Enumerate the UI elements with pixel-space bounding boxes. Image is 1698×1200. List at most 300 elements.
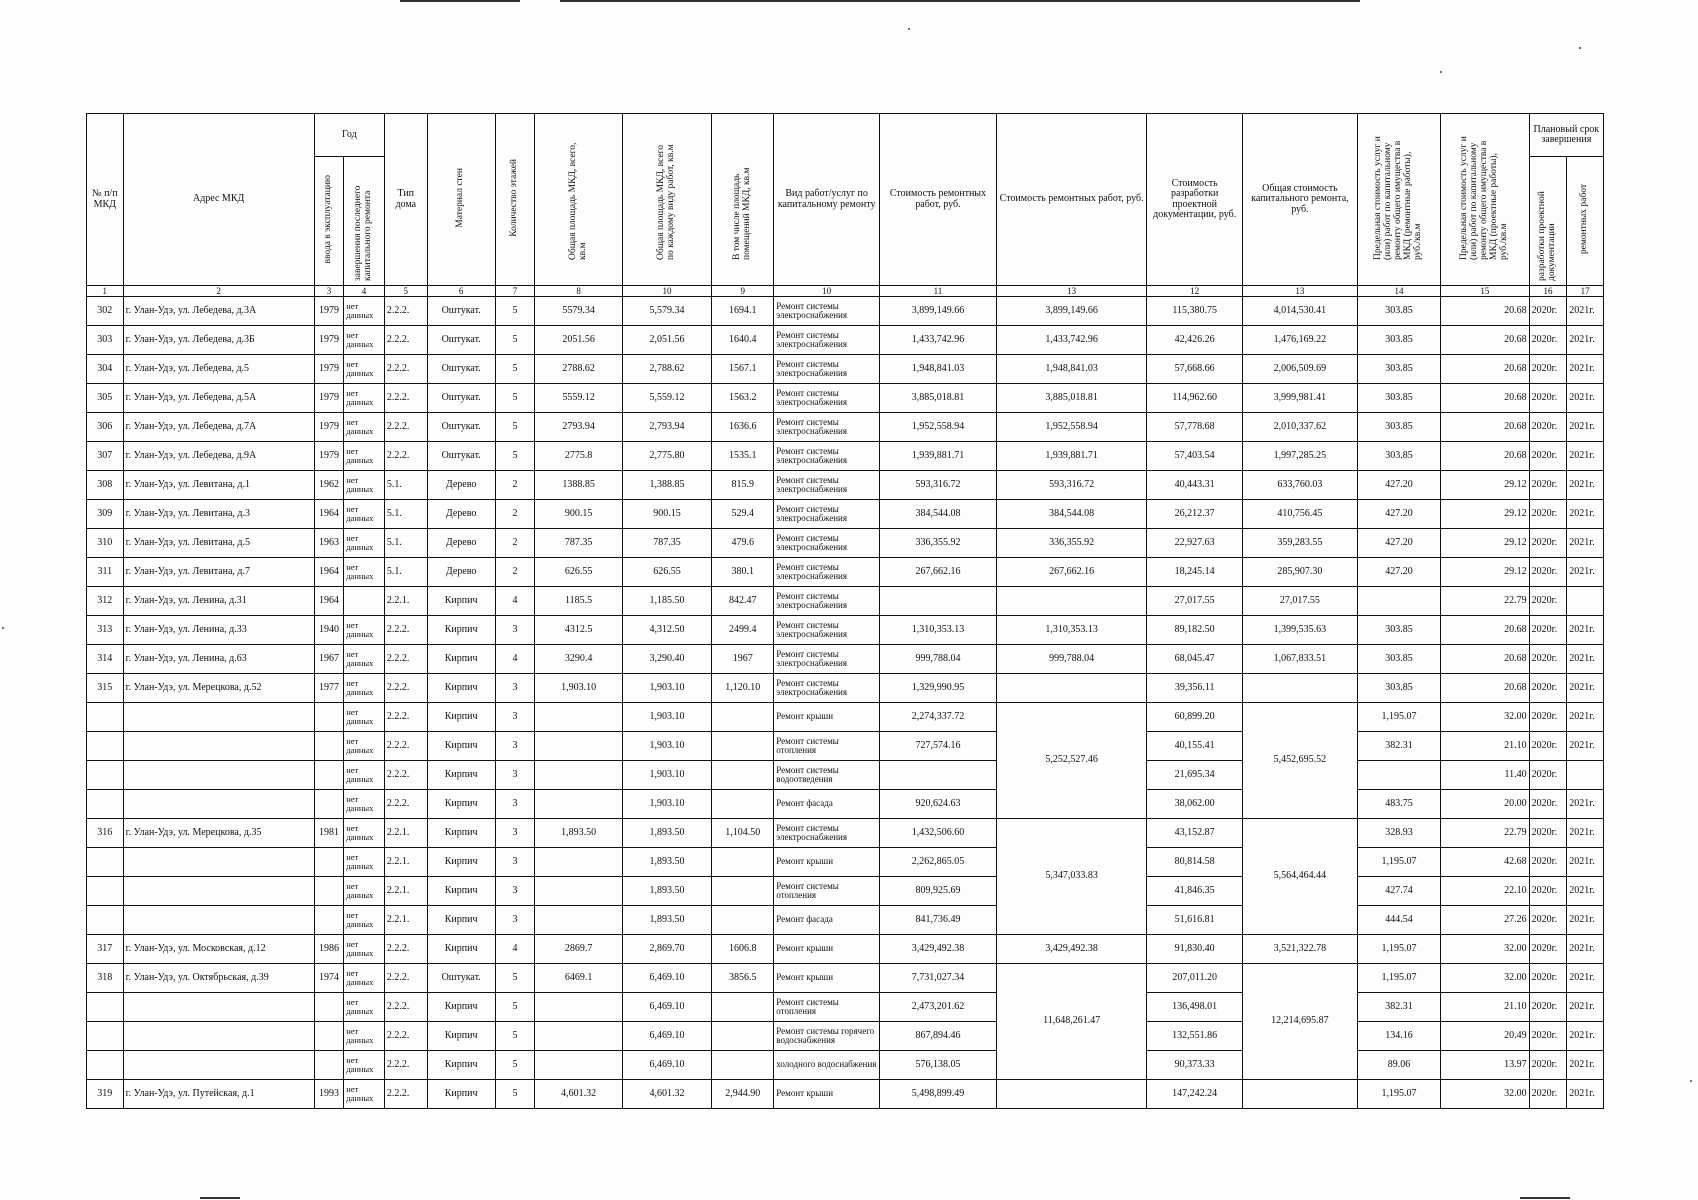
row-limit-repair: 382.31 <box>1357 732 1440 761</box>
row-limit-design: 13.97 <box>1441 1051 1529 1080</box>
row-total-area: 5579.34 <box>535 297 622 326</box>
capital-repair-register-table <box>86 113 1604 1109</box>
row-limit-design: 22.79 <box>1441 587 1529 616</box>
row-last-repair: нет данных <box>344 529 385 558</box>
row-total-area: 1,903.10 <box>535 674 622 703</box>
row-design-cost: 22,927.63 <box>1147 529 1243 558</box>
row-commission-year <box>314 877 343 906</box>
row-total-area <box>535 1051 622 1080</box>
table-row <box>87 819 1604 848</box>
row-limit-design: 32.00 <box>1441 935 1529 964</box>
column-number: 15 <box>1441 286 1529 297</box>
row-last-repair: нет данных <box>344 703 385 732</box>
row-work-type: Ремонт системы отопления <box>774 877 880 906</box>
row-address: г. Улан-Удэ, ул. Левитана, д.1 <box>123 471 314 500</box>
row-repair-cost: 2,473,201.62 <box>880 993 997 1022</box>
row-total-area: 2775.8 <box>535 442 622 471</box>
row-last-repair: нет данных <box>344 471 385 500</box>
row-commission-year: 1979 <box>314 355 343 384</box>
table-row <box>87 529 1604 558</box>
row-number: 313 <box>87 616 124 645</box>
row-house-type: 2.2.2. <box>384 384 427 413</box>
row-work-type: Ремонт системы электроснабжения <box>774 500 880 529</box>
row-plan-design: 2020г. <box>1529 877 1567 906</box>
row-repair-cost-total: 3,899,149.66 <box>996 297 1146 326</box>
row-commission-year <box>314 790 343 819</box>
row-address: г. Улан-Удэ, ул. Мерецкова, д.52 <box>123 674 314 703</box>
row-plan-repair: 2021г. <box>1567 529 1604 558</box>
table-row <box>87 790 1604 819</box>
row-commission-year: 1979 <box>314 326 343 355</box>
row-repair-cost: 576,138.05 <box>880 1051 997 1080</box>
row-total-area: 1185.5 <box>535 587 622 616</box>
row-total-area <box>535 877 622 906</box>
row-address <box>123 761 314 790</box>
row-design-cost: 207,011.20 <box>1147 964 1243 993</box>
row-last-repair: нет данных <box>344 384 385 413</box>
row-address <box>123 732 314 761</box>
header-wall-material: Материал стен <box>427 114 495 286</box>
row-premises-area: 1567.1 <box>712 355 774 384</box>
row-premises-area: 1694.1 <box>712 297 774 326</box>
row-repair-cost: 841,736.49 <box>880 906 997 935</box>
row-limit-design: 42.68 <box>1441 848 1529 877</box>
row-plan-design: 2020г. <box>1529 558 1567 587</box>
header-last-repair-year: завершения последнего капитального ремонта <box>344 157 385 286</box>
row-limit-repair: 303.85 <box>1357 442 1440 471</box>
row-area-per-work: 1,903.10 <box>622 703 711 732</box>
row-total-cost: 1,476,169.22 <box>1242 326 1357 355</box>
row-floors: 3 <box>495 732 535 761</box>
row-number <box>87 848 124 877</box>
row-address <box>123 1022 314 1051</box>
row-repair-cost: 1,939,881.71 <box>880 442 997 471</box>
row-plan-design: 2020г. <box>1529 355 1567 384</box>
row-number: 306 <box>87 413 124 442</box>
column-number: 1 <box>87 286 124 297</box>
row-area-per-work: 1,185.50 <box>622 587 711 616</box>
row-work-type: Ремонт системы электроснабжения <box>774 645 880 674</box>
row-limit-repair: 303.85 <box>1357 297 1440 326</box>
row-limit-repair: 483.75 <box>1357 790 1440 819</box>
row-premises-area: 1535.1 <box>712 442 774 471</box>
row-wall-material: Кирпич <box>427 848 495 877</box>
row-plan-repair: 2021г. <box>1567 790 1604 819</box>
row-last-repair: нет данных <box>344 790 385 819</box>
row-house-type: 2.2.2. <box>384 645 427 674</box>
header-limit-design: Предельная стоимость услуг и (или) работ по капитальному ремонту общего имущества в МКД (проектные работы), руб./кв.м <box>1441 114 1529 286</box>
row-floors: 3 <box>495 877 535 906</box>
row-wall-material: Кирпич <box>427 1051 495 1080</box>
row-number <box>87 906 124 935</box>
row-repair-cost-total <box>996 587 1146 616</box>
row-plan-design: 2020г. <box>1529 993 1567 1022</box>
row-wall-material: Кирпич <box>427 993 495 1022</box>
row-total-cost: 12,214,695.87 <box>1242 964 1357 1080</box>
header-total-area: Общая площадь МКД, всего, кв.м <box>535 114 622 286</box>
row-number: 315 <box>87 674 124 703</box>
row-limit-design: 32.00 <box>1441 964 1529 993</box>
row-house-type: 2.2.2. <box>384 790 427 819</box>
row-repair-cost: 1,948,841.03 <box>880 355 997 384</box>
row-number: 309 <box>87 500 124 529</box>
row-wall-material: Кирпич <box>427 877 495 906</box>
header-plan-design: разработки проектной документации <box>1529 157 1567 286</box>
row-design-cost: 89,182.50 <box>1147 616 1243 645</box>
row-plan-design: 2020г. <box>1529 906 1567 935</box>
row-limit-design: 29.12 <box>1441 529 1529 558</box>
table-row <box>87 413 1604 442</box>
row-wall-material: Кирпич <box>427 1080 495 1109</box>
row-design-cost: 39,356.11 <box>1147 674 1243 703</box>
row-design-cost: 40,443.31 <box>1147 471 1243 500</box>
row-limit-design: 20.68 <box>1441 297 1529 326</box>
row-design-cost: 42,426.26 <box>1147 326 1243 355</box>
row-floors: 2 <box>495 529 535 558</box>
row-work-type: Ремонт системы электроснабжения <box>774 326 880 355</box>
row-repair-cost: 3,429,492.38 <box>880 935 997 964</box>
row-total-area: 1388.85 <box>535 471 622 500</box>
row-premises-area: 1,104.50 <box>712 819 774 848</box>
row-last-repair: нет данных <box>344 964 385 993</box>
row-premises-area: 479.6 <box>712 529 774 558</box>
row-house-type: 5.1. <box>384 500 427 529</box>
row-number: 308 <box>87 471 124 500</box>
row-wall-material: Кирпич <box>427 935 495 964</box>
row-commission-year: 1940 <box>314 616 343 645</box>
row-last-repair: нет данных <box>344 355 385 384</box>
row-wall-material: Оштукат. <box>427 384 495 413</box>
row-last-repair: нет данных <box>344 558 385 587</box>
row-plan-repair: 2021г. <box>1567 471 1604 500</box>
table-row <box>87 906 1604 935</box>
row-address: г. Улан-Удэ, ул. Ленина, д.63 <box>123 645 314 674</box>
row-design-cost: 115,380.75 <box>1147 297 1243 326</box>
row-repair-cost-total: 384,544.08 <box>996 500 1146 529</box>
row-area-per-work: 1,903.10 <box>622 674 711 703</box>
scan-edge-bottom-right <box>1520 1197 1570 1199</box>
row-address: г. Улан-Удэ, ул. Мерецкова, д.35 <box>123 819 314 848</box>
row-total-area: 2793.94 <box>535 413 622 442</box>
row-plan-design: 2020г. <box>1529 674 1567 703</box>
row-area-per-work: 1,893.50 <box>622 877 711 906</box>
row-limit-repair: 134.16 <box>1357 1022 1440 1051</box>
row-repair-cost: 2,262,865.05 <box>880 848 997 877</box>
row-work-type: Ремонт системы электроснабжения <box>774 413 880 442</box>
row-limit-repair: 303.85 <box>1357 616 1440 645</box>
row-area-per-work: 1,893.50 <box>622 819 711 848</box>
row-area-per-work: 2,869.70 <box>622 935 711 964</box>
row-house-type: 2.2.1. <box>384 848 427 877</box>
row-last-repair: нет данных <box>344 326 385 355</box>
row-repair-cost-total: 5,252,527.46 <box>996 703 1146 819</box>
row-plan-repair <box>1567 761 1604 790</box>
row-repair-cost: 1,310,353.13 <box>880 616 997 645</box>
table-row <box>87 558 1604 587</box>
row-commission-year <box>314 906 343 935</box>
row-design-cost: 26,212.37 <box>1147 500 1243 529</box>
row-commission-year <box>314 1051 343 1080</box>
row-work-type: Ремонт системы электроснабжения <box>774 819 880 848</box>
row-wall-material: Кирпич <box>427 1022 495 1051</box>
row-repair-cost-total: 593,316.72 <box>996 471 1146 500</box>
row-total-cost: 5,452,695.52 <box>1242 703 1357 819</box>
row-premises-area <box>712 790 774 819</box>
row-house-type: 2.2.2. <box>384 413 427 442</box>
row-floors: 5 <box>495 384 535 413</box>
row-plan-design: 2020г. <box>1529 848 1567 877</box>
row-last-repair: нет данных <box>344 848 385 877</box>
row-limit-design: 20.68 <box>1441 616 1529 645</box>
row-limit-design: 20.68 <box>1441 674 1529 703</box>
row-premises-area: 1967 <box>712 645 774 674</box>
row-plan-repair: 2021г. <box>1567 993 1604 1022</box>
row-repair-cost: 727,574.16 <box>880 732 997 761</box>
row-address: г. Улан-Удэ, ул. Лебедева, д.3А <box>123 297 314 326</box>
header-plan-group: Плановый срок завершения <box>1529 114 1603 157</box>
row-work-type: Ремонт системы электроснабжения <box>774 587 880 616</box>
row-work-type: Ремонт фасада <box>774 906 880 935</box>
row-limit-design: 20.00 <box>1441 790 1529 819</box>
row-repair-cost-total: 3,885,018.81 <box>996 384 1146 413</box>
row-repair-cost-total: 11,648,261.47 <box>996 964 1146 1080</box>
row-commission-year <box>314 761 343 790</box>
row-floors: 5 <box>495 413 535 442</box>
row-premises-area <box>712 1022 774 1051</box>
table-row <box>87 355 1604 384</box>
row-design-cost: 57,668.66 <box>1147 355 1243 384</box>
row-last-repair: нет данных <box>344 906 385 935</box>
column-number: 11 <box>880 286 997 297</box>
row-limit-design: 20.68 <box>1441 326 1529 355</box>
column-number: 17 <box>1567 286 1604 297</box>
row-plan-repair: 2021г. <box>1567 877 1604 906</box>
row-address: г. Улан-Удэ, ул. Лебедева, д.3Б <box>123 326 314 355</box>
row-limit-design: 11.40 <box>1441 761 1529 790</box>
row-number <box>87 790 124 819</box>
row-wall-material: Дерево <box>427 558 495 587</box>
row-floors: 3 <box>495 616 535 645</box>
row-number: 314 <box>87 645 124 674</box>
row-address: г. Улан-Удэ, ул. Путейская, д.1 <box>123 1080 314 1109</box>
table-row <box>87 616 1604 645</box>
row-plan-repair: 2021г. <box>1567 500 1604 529</box>
row-floors: 3 <box>495 674 535 703</box>
table-row <box>87 297 1604 326</box>
row-design-cost: 43,152.87 <box>1147 819 1243 848</box>
row-plan-design: 2020г. <box>1529 703 1567 732</box>
row-floors: 5 <box>495 1080 535 1109</box>
header-limit-repair: Предельная стоимость услуг и (или) работ по капитальному ремонту общего имущества в МКД (ремонтные работы), руб./кв.м <box>1357 114 1440 286</box>
row-plan-repair: 2021г. <box>1567 297 1604 326</box>
table-row <box>87 500 1604 529</box>
row-limit-design: 21.10 <box>1441 993 1529 1022</box>
row-repair-cost: 593,316.72 <box>880 471 997 500</box>
row-wall-material: Кирпич <box>427 703 495 732</box>
row-premises-area: 380.1 <box>712 558 774 587</box>
row-area-per-work: 2,775.80 <box>622 442 711 471</box>
row-area-per-work: 5,579.34 <box>622 297 711 326</box>
row-commission-year: 1974 <box>314 964 343 993</box>
row-plan-repair: 2021г. <box>1567 1051 1604 1080</box>
row-commission-year: 1964 <box>314 500 343 529</box>
row-address: г. Улан-Удэ, ул. Левитана, д.7 <box>123 558 314 587</box>
row-work-type: Ремонт крыши <box>774 964 880 993</box>
row-commission-year: 1979 <box>314 297 343 326</box>
row-floors: 5 <box>495 442 535 471</box>
row-design-cost: 41,846.35 <box>1147 877 1243 906</box>
row-repair-cost-total <box>996 1080 1146 1109</box>
row-area-per-work: 900.15 <box>622 500 711 529</box>
column-number: 2 <box>123 286 314 297</box>
row-total-area: 6469.1 <box>535 964 622 993</box>
row-limit-design: 22.10 <box>1441 877 1529 906</box>
row-number <box>87 732 124 761</box>
row-limit-design: 20.68 <box>1441 355 1529 384</box>
row-limit-repair: 89.06 <box>1357 1051 1440 1080</box>
row-repair-cost: 1,433,742.96 <box>880 326 997 355</box>
row-design-cost: 114,962.60 <box>1147 384 1243 413</box>
row-limit-repair: 444.54 <box>1357 906 1440 935</box>
row-limit-design: 22.79 <box>1441 819 1529 848</box>
row-design-cost: 136,498.01 <box>1147 993 1243 1022</box>
row-work-type: Ремонт крыши <box>774 703 880 732</box>
row-floors: 3 <box>495 790 535 819</box>
row-address: г. Улан-Удэ, ул. Ленина, д.33 <box>123 616 314 645</box>
row-area-per-work: 626.55 <box>622 558 711 587</box>
row-number: 312 <box>87 587 124 616</box>
row-total-area: 2051.56 <box>535 326 622 355</box>
row-commission-year: 1979 <box>314 384 343 413</box>
row-total-cost: 1,399,535.63 <box>1242 616 1357 645</box>
row-plan-repair: 2021г. <box>1567 848 1604 877</box>
row-work-type: Ремонт системы электроснабжения <box>774 674 880 703</box>
table-row <box>87 384 1604 413</box>
row-house-type: 2.2.2. <box>384 732 427 761</box>
row-plan-repair: 2021г. <box>1567 732 1604 761</box>
row-design-cost: 27,017.55 <box>1147 587 1243 616</box>
row-total-cost: 3,521,322.78 <box>1242 935 1357 964</box>
row-total-area <box>535 906 622 935</box>
row-area-per-work: 787.35 <box>622 529 711 558</box>
row-repair-cost-total: 999,788.04 <box>996 645 1146 674</box>
row-commission-year: 1962 <box>314 471 343 500</box>
table-row <box>87 761 1604 790</box>
header-design-cost: Стоимость разработки проектной документации, руб. <box>1147 114 1243 286</box>
table-row <box>87 993 1604 1022</box>
row-premises-area <box>712 906 774 935</box>
row-work-type: Ремонт системы отопления <box>774 993 880 1022</box>
row-house-type: 2.2.2. <box>384 297 427 326</box>
row-commission-year <box>314 1022 343 1051</box>
row-floors: 5 <box>495 297 535 326</box>
row-design-cost: 60,899.20 <box>1147 703 1243 732</box>
row-design-cost: 80,814.58 <box>1147 848 1243 877</box>
row-wall-material: Дерево <box>427 500 495 529</box>
row-area-per-work: 2,788.62 <box>622 355 711 384</box>
row-plan-design: 2020г. <box>1529 297 1567 326</box>
row-work-type: Ремонт крыши <box>774 935 880 964</box>
row-limit-repair: 1,195.07 <box>1357 935 1440 964</box>
row-plan-repair: 2021г. <box>1567 819 1604 848</box>
row-floors: 2 <box>495 500 535 529</box>
scan-edge-top-left <box>400 0 520 2</box>
row-number <box>87 703 124 732</box>
row-wall-material: Оштукат. <box>427 964 495 993</box>
row-number: 310 <box>87 529 124 558</box>
row-last-repair: нет данных <box>344 935 385 964</box>
row-address: г. Улан-Удэ, ул. Ленина, д.31 <box>123 587 314 616</box>
row-house-type: 2.2.2. <box>384 935 427 964</box>
row-design-cost: 68,045.47 <box>1147 645 1243 674</box>
row-plan-repair: 2021г. <box>1567 964 1604 993</box>
row-total-area: 2788.62 <box>535 355 622 384</box>
row-premises-area: 1,120.10 <box>712 674 774 703</box>
row-area-per-work: 1,903.10 <box>622 790 711 819</box>
row-limit-repair: 427.20 <box>1357 471 1440 500</box>
row-house-type: 5.1. <box>384 558 427 587</box>
row-wall-material: Кирпич <box>427 761 495 790</box>
row-total-cost: 2,006,509.69 <box>1242 355 1357 384</box>
row-premises-area: 815.9 <box>712 471 774 500</box>
row-wall-material: Оштукат. <box>427 413 495 442</box>
table-row <box>87 645 1604 674</box>
row-floors: 5 <box>495 1051 535 1080</box>
row-plan-repair: 2021г. <box>1567 355 1604 384</box>
row-total-cost: 5,564,464.44 <box>1242 819 1357 935</box>
row-repair-cost: 920,624.63 <box>880 790 997 819</box>
row-work-type: Ремонт системы электроснабжения <box>774 297 880 326</box>
row-address: г. Улан-Удэ, ул. Лебедева, д.9А <box>123 442 314 471</box>
header-repair-cost: Стоимость ремонтных работ, руб. <box>880 114 997 286</box>
header-total-cost: Общая стоимость капитального ремонта, руб. <box>1242 114 1357 286</box>
row-design-cost: 21,695.34 <box>1147 761 1243 790</box>
row-plan-repair: 2021г. <box>1567 906 1604 935</box>
row-last-repair: нет данных <box>344 674 385 703</box>
row-repair-cost: 384,544.08 <box>880 500 997 529</box>
column-number: 12 <box>1147 286 1243 297</box>
scan-speck <box>908 28 910 30</box>
header-commission-year: ввода в эксплуатацию <box>314 157 343 286</box>
column-number: 4 <box>344 286 385 297</box>
row-design-cost: 38,062.00 <box>1147 790 1243 819</box>
row-number: 305 <box>87 384 124 413</box>
row-limit-design: 21.10 <box>1441 732 1529 761</box>
row-limit-design: 29.12 <box>1441 500 1529 529</box>
row-total-area <box>535 761 622 790</box>
row-address <box>123 1051 314 1080</box>
row-design-cost: 90,373.33 <box>1147 1051 1243 1080</box>
row-limit-repair: 303.85 <box>1357 413 1440 442</box>
row-wall-material: Кирпич <box>427 906 495 935</box>
row-floors: 4 <box>495 645 535 674</box>
row-area-per-work: 6,469.10 <box>622 1022 711 1051</box>
column-number: 8 <box>535 286 622 297</box>
row-total-area: 4,601.32 <box>535 1080 622 1109</box>
row-repair-cost: 5,498,899.49 <box>880 1080 997 1109</box>
row-wall-material: Дерево <box>427 471 495 500</box>
header-number: № п/п МКД <box>87 114 124 286</box>
scan-speck <box>2 627 4 629</box>
row-work-type: Ремонт системы водоотведения <box>774 761 880 790</box>
row-limit-repair <box>1357 587 1440 616</box>
row-last-repair: нет данных <box>344 877 385 906</box>
row-total-area <box>535 993 622 1022</box>
row-limit-repair: 427.20 <box>1357 529 1440 558</box>
row-work-type: Ремонт крыши <box>774 1080 880 1109</box>
row-limit-design: 32.00 <box>1441 703 1529 732</box>
row-address <box>123 848 314 877</box>
